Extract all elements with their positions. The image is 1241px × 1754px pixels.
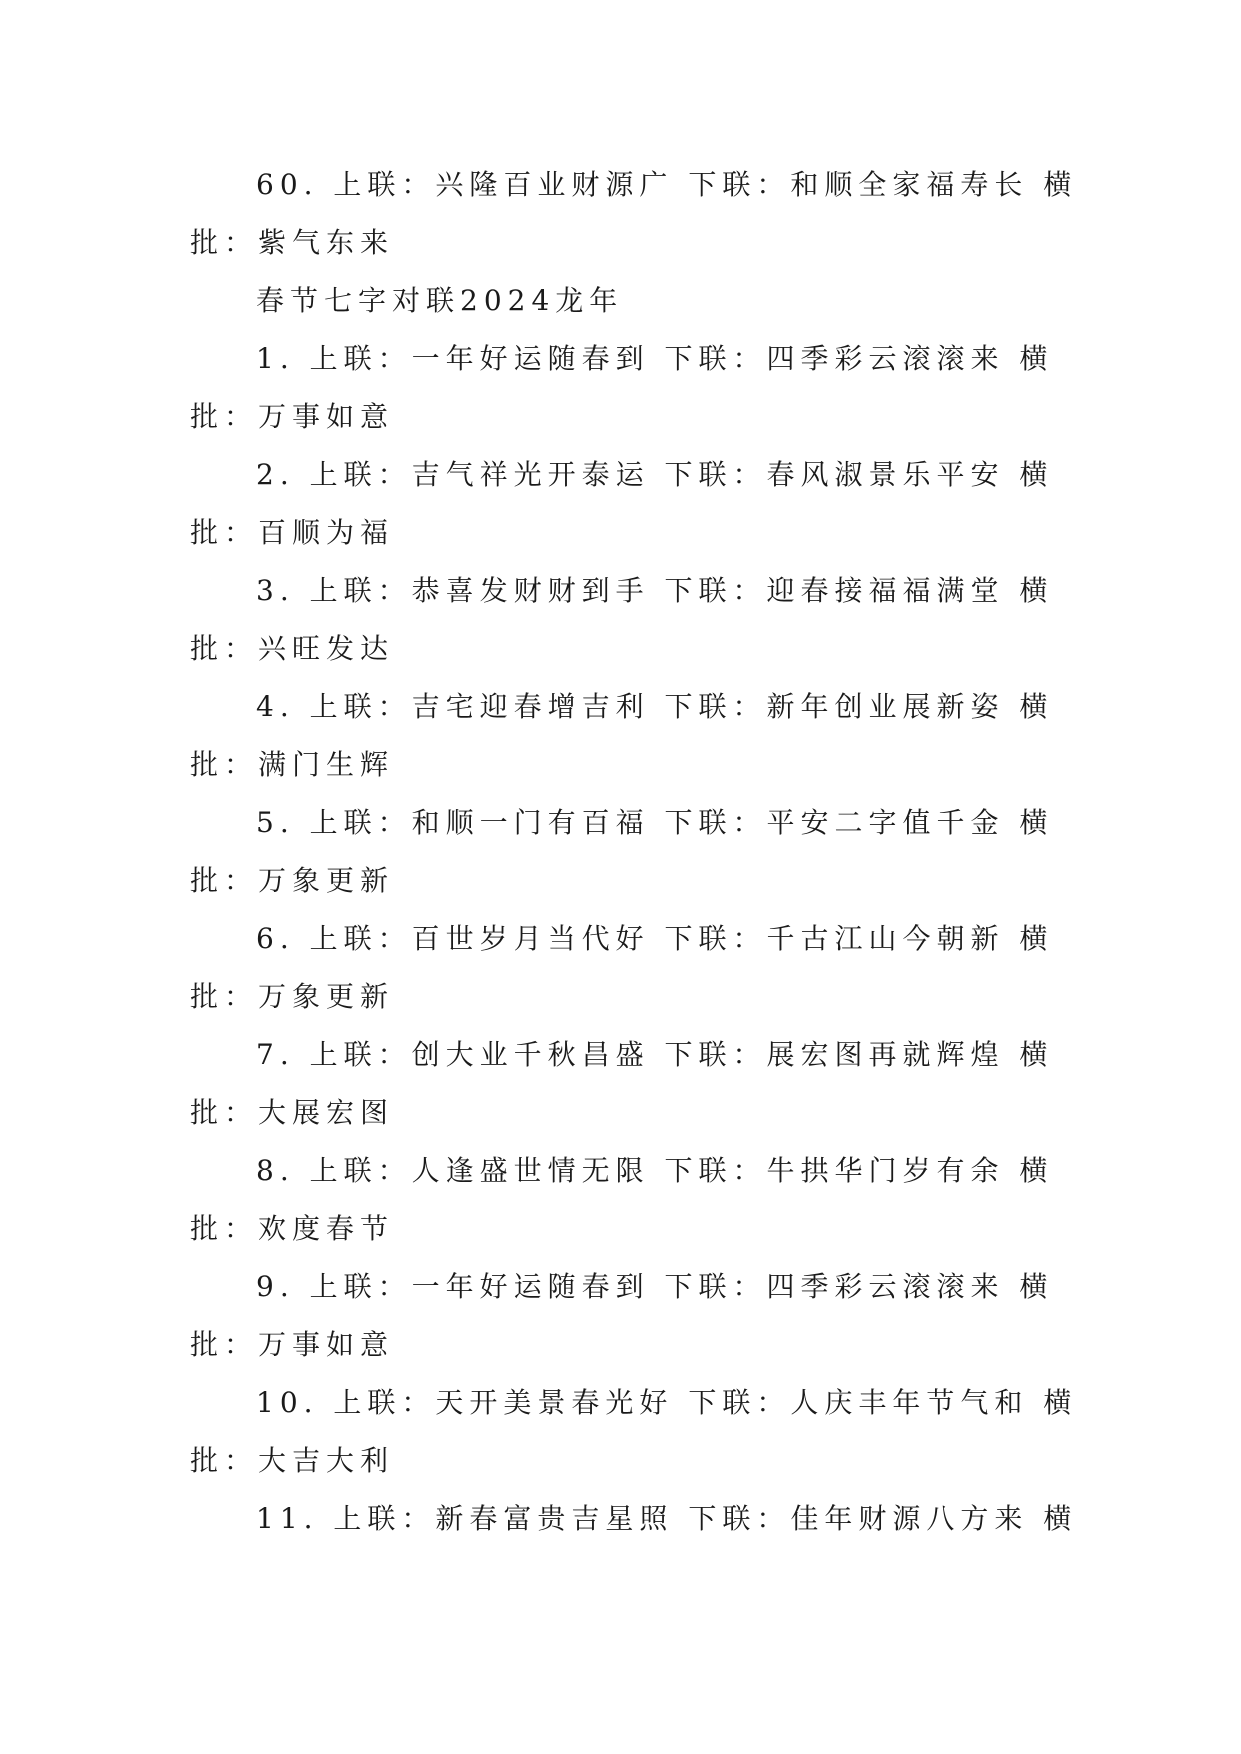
couplet-6-line-2: 批：万象更新: [190, 980, 395, 1013]
couplet-2-line-2: 批：百顺为福: [190, 516, 395, 549]
couplet-9-line-1: 9. 上联：一年好运随春到 下联：四季彩云滚滚来 横: [256, 1270, 1054, 1303]
couplet-5-line-2: 批：万象更新: [190, 864, 395, 897]
couplet-8-line-2: 批：欢度春节: [190, 1212, 395, 1245]
couplet-8-line-1: 8. 上联：人逢盛世情无限 下联：牛拱华门岁有余 横: [256, 1154, 1054, 1187]
couplet-60-line-2: 批：紫气东来: [190, 226, 395, 259]
couplet-10-line-2: 批：大吉大利: [190, 1444, 395, 1477]
couplet-2-line-1: 2. 上联：吉气祥光开泰运 下联：春风淑景乐平安 横: [256, 458, 1054, 491]
couplet-4-line-2: 批：满门生辉: [190, 748, 395, 781]
couplet-7-line-2: 批：大展宏图: [190, 1096, 395, 1129]
section-heading: 春节七字对联2024龙年: [256, 284, 624, 317]
couplet-11-line-1: 11. 上联：新春富贵吉星照 下联：佳年财源八方来 横: [256, 1502, 1078, 1535]
couplet-3-line-2: 批：兴旺发达: [190, 632, 395, 665]
document-body: [190, 156, 1078, 1548]
couplet-5-line-1: 5. 上联：和顺一门有百福 下联：平安二字值千金 横: [256, 806, 1054, 839]
couplet-60-line-1: 60. 上联：兴隆百业财源广 下联：和顺全家福寿长 横: [256, 168, 1078, 201]
couplet-3-line-1: 3. 上联：恭喜发财财到手 下联：迎春接福福满堂 横: [256, 574, 1054, 607]
couplet-9-line-2: 批：万事如意: [190, 1328, 395, 1361]
couplet-1-line-1: 1. 上联：一年好运随春到 下联：四季彩云滚滚来 横: [256, 342, 1054, 375]
couplet-6-line-1: 6. 上联：百世岁月当代好 下联：千古江山今朝新 横: [256, 922, 1054, 955]
couplet-1-line-2: 批：万事如意: [190, 400, 395, 433]
couplet-7-line-1: 7. 上联：创大业千秋昌盛 下联：展宏图再就辉煌 横: [256, 1038, 1054, 1071]
couplet-4-line-1: 4. 上联：吉宅迎春增吉利 下联：新年创业展新姿 横: [256, 690, 1054, 723]
couplet-10-line-1: 10. 上联：天开美景春光好 下联：人庆丰年节气和 横: [256, 1386, 1078, 1419]
